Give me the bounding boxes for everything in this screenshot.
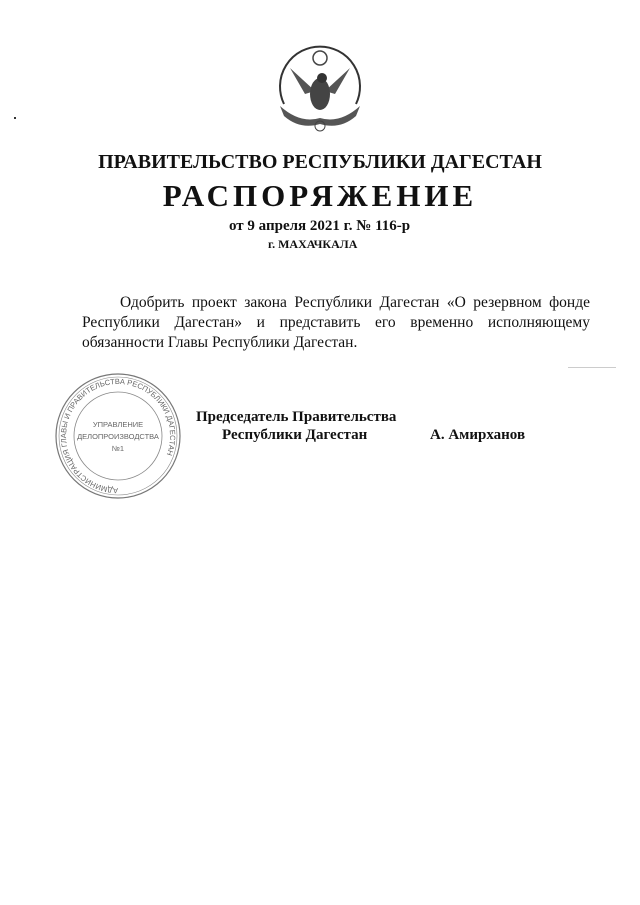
official-stamp: [52, 372, 184, 500]
stamp-center-line3: №1: [111, 444, 125, 453]
organization-name: ПРАВИТЕЛЬСТВО РЕСПУБЛИКИ ДАГЕСТАН: [98, 151, 542, 173]
document-city: г. МАХАЧКАЛА: [268, 237, 358, 251]
stamp-center-line1: УПРАВЛЕНИЕ: [92, 420, 144, 429]
order-text: Одобрить проект закона Республики Дагестан «О резервном фонде Республики Дагестан» и представить его временно исполняющему обязанности Главы Республики Дагестан.: [82, 294, 590, 351]
signatory-title-line1: Председатель Правительства: [196, 409, 397, 425]
stamp-ring-text: АДМИНИСТРАЦИЯ ГЛАВЫ И ПРАВИТЕЛЬСТВА РЕСПУБЛИКИ ДАГЕСТАН: [59, 376, 178, 496]
stamp-center-line2: ДЕЛОПРОИЗВОДСТВА: [77, 432, 159, 441]
dagestan-coat-of-arms-icon: [270, 36, 370, 136]
scan-speck: [14, 117, 16, 119]
signatory-name: А. Амирханов: [430, 427, 526, 443]
scan-line: [568, 367, 616, 368]
document-type: РАСПОРЯЖЕНИЕ: [162, 178, 478, 213]
document-date-number: от 9 апреля 2021 г. № 116-р: [229, 218, 411, 234]
signatory-title-line2: Республики Дагестан: [222, 427, 368, 443]
